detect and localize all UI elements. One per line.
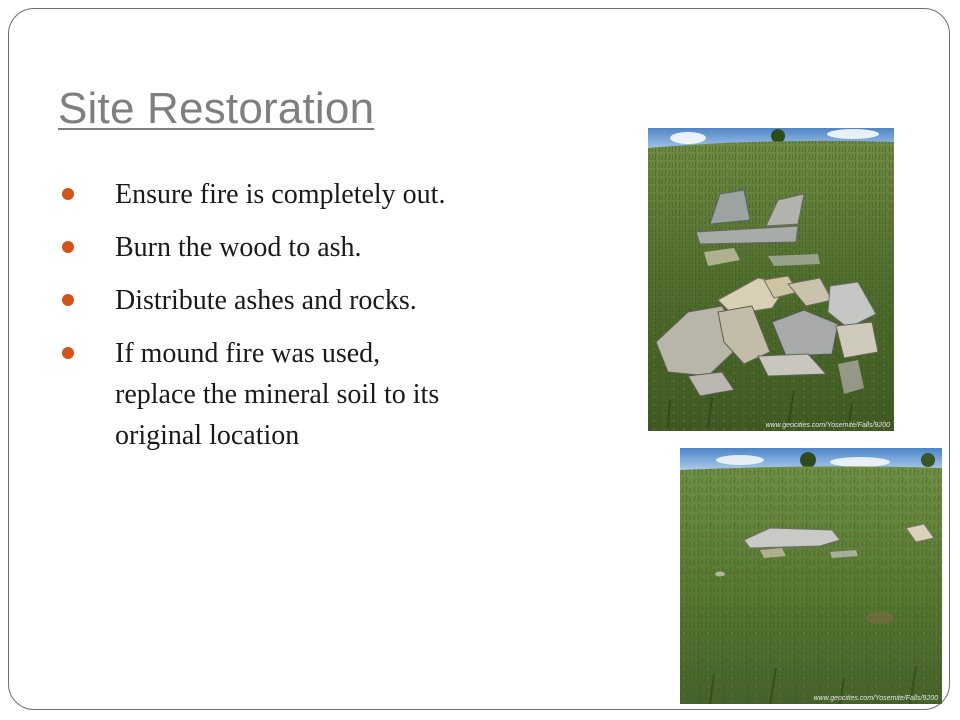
bullet-item	[62, 174, 462, 215]
bullet-item	[62, 333, 462, 456]
bullet-text: Ensure fire is completely out.	[115, 179, 446, 210]
bullet-dot-icon	[62, 347, 74, 359]
bullet-dot-icon	[62, 188, 74, 200]
slide-title: Site Restoration	[58, 84, 375, 133]
bullet-dot-icon	[62, 294, 74, 306]
bullet-list	[62, 174, 462, 468]
bullet-text: Burn the wood to ash.	[115, 232, 362, 263]
restored-site-photo	[680, 448, 942, 704]
bullet-text: If mound fire was used, replace the mineral soil to its original location	[115, 338, 440, 451]
bullet-item	[62, 227, 462, 268]
bullet-item	[62, 280, 462, 321]
photo-watermark: www.geocities.com/Yosemite/Falls/9200	[765, 422, 890, 429]
bullet-text: Distribute ashes and rocks.	[115, 285, 417, 316]
photo-watermark: www.geocities.com/Yosemite/Falls/9200	[813, 695, 938, 702]
bullet-dot-icon	[62, 241, 74, 253]
fire-ring-rocks-photo	[648, 128, 894, 431]
